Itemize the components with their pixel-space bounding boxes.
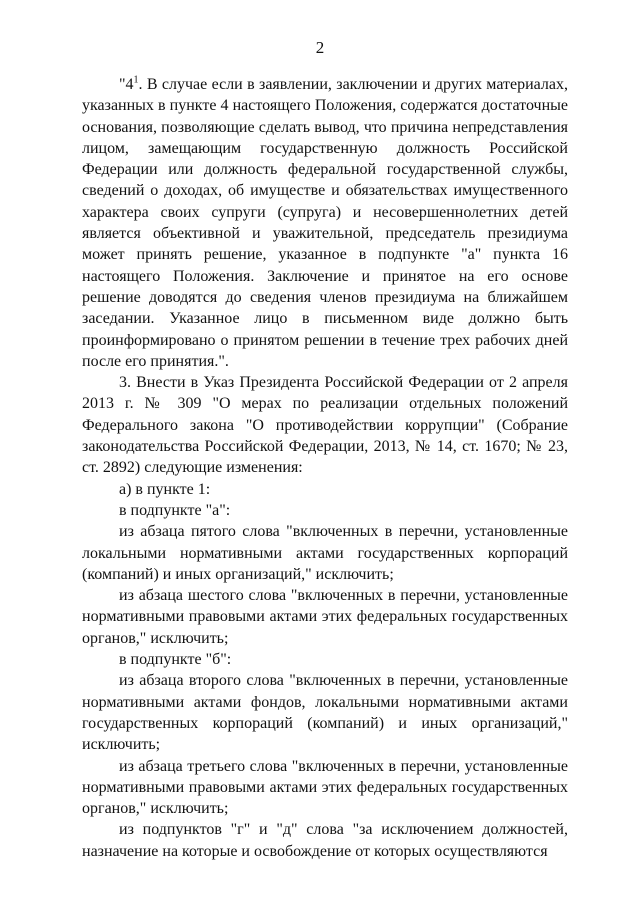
paragraph-subpoint-b: в подпункте "б":	[119, 651, 232, 669]
document-body	[82, 74, 568, 862]
paragraph-abzac-3: из абзаца третьего слова "включенных в перечни, установленные нормативными правовыми актами этих федеральных государственных органов," исключить;	[82, 757, 568, 818]
paragraph-abzac-6: из абзаца шестого слова "включенных в перечни, установленные нормативными правовыми актами этих федеральных государственных органов," исключить;	[82, 587, 568, 647]
paragraph-abzac-2: из абзаца второго слова "включенных в перечни, установленные нормативными актами фондов, локальными нормативными актами государственных корпораций (компаний) и иных организаций," исключить;	[82, 672, 568, 754]
paragraph-subpoints-g-d: из подпунктов "г" и "д" слова "за исключением должностей, назначение на которые и освобождение от которых осуществляются	[82, 821, 568, 860]
paragraph-subitem-a: а) в пункте 1:	[119, 480, 211, 498]
paragraph-4-1-prefix: "4	[119, 76, 134, 93]
paragraph-4-1-text: . В случае если в заявлении, заключении и других материалах, указанных в пункте 4 настоящего Положения, содержатся достаточные основания, позволяющие сделать вывод, что причина непредставления лицом, замещающим государственную должность Российской Федерации или должность федеральной государственной службы, сведений о доходах, об имуществе и обязательствах имущественного характера своих супруги (супруга) и несовершеннолетних детей является объективной и уважительной, председатель президиума может принять решение, указанное в подпункте "а" пункта 16 настоящего Положения. Заключение и принятое на его основе решение доводятся до сведения членов президиума на ближайшем заседании. Указанное лицо в письменном виде должно быть проинформировано о принятом решении в течение трех рабочих дней после его принятия.".	[82, 76, 568, 370]
page-number: 2	[315, 38, 325, 57]
paragraph-item-3: 3. Внести в Указ Президента Российской Федерации от 2 апреля 2013 г. № 309 "О мерах по реализации отдельных положений Федерального закона "О противодействии коррупции" (Собрание законодательства Российской Федерации, 2013, № 14, ст. 1670; № 23, ст. 2892) следующие изменения:	[82, 374, 568, 477]
paragraph-subpoint-a: в подпункте "а":	[119, 501, 231, 519]
paragraph-4-1	[82, 74, 568, 372]
paragraph-abzac-5: из абзаца пятого слова "включенных в перечни, установленные локальными нормативными актами государственных корпораций (компаний) и иных организаций," исключить;	[82, 523, 568, 583]
superscript-1: 1	[133, 74, 139, 86]
